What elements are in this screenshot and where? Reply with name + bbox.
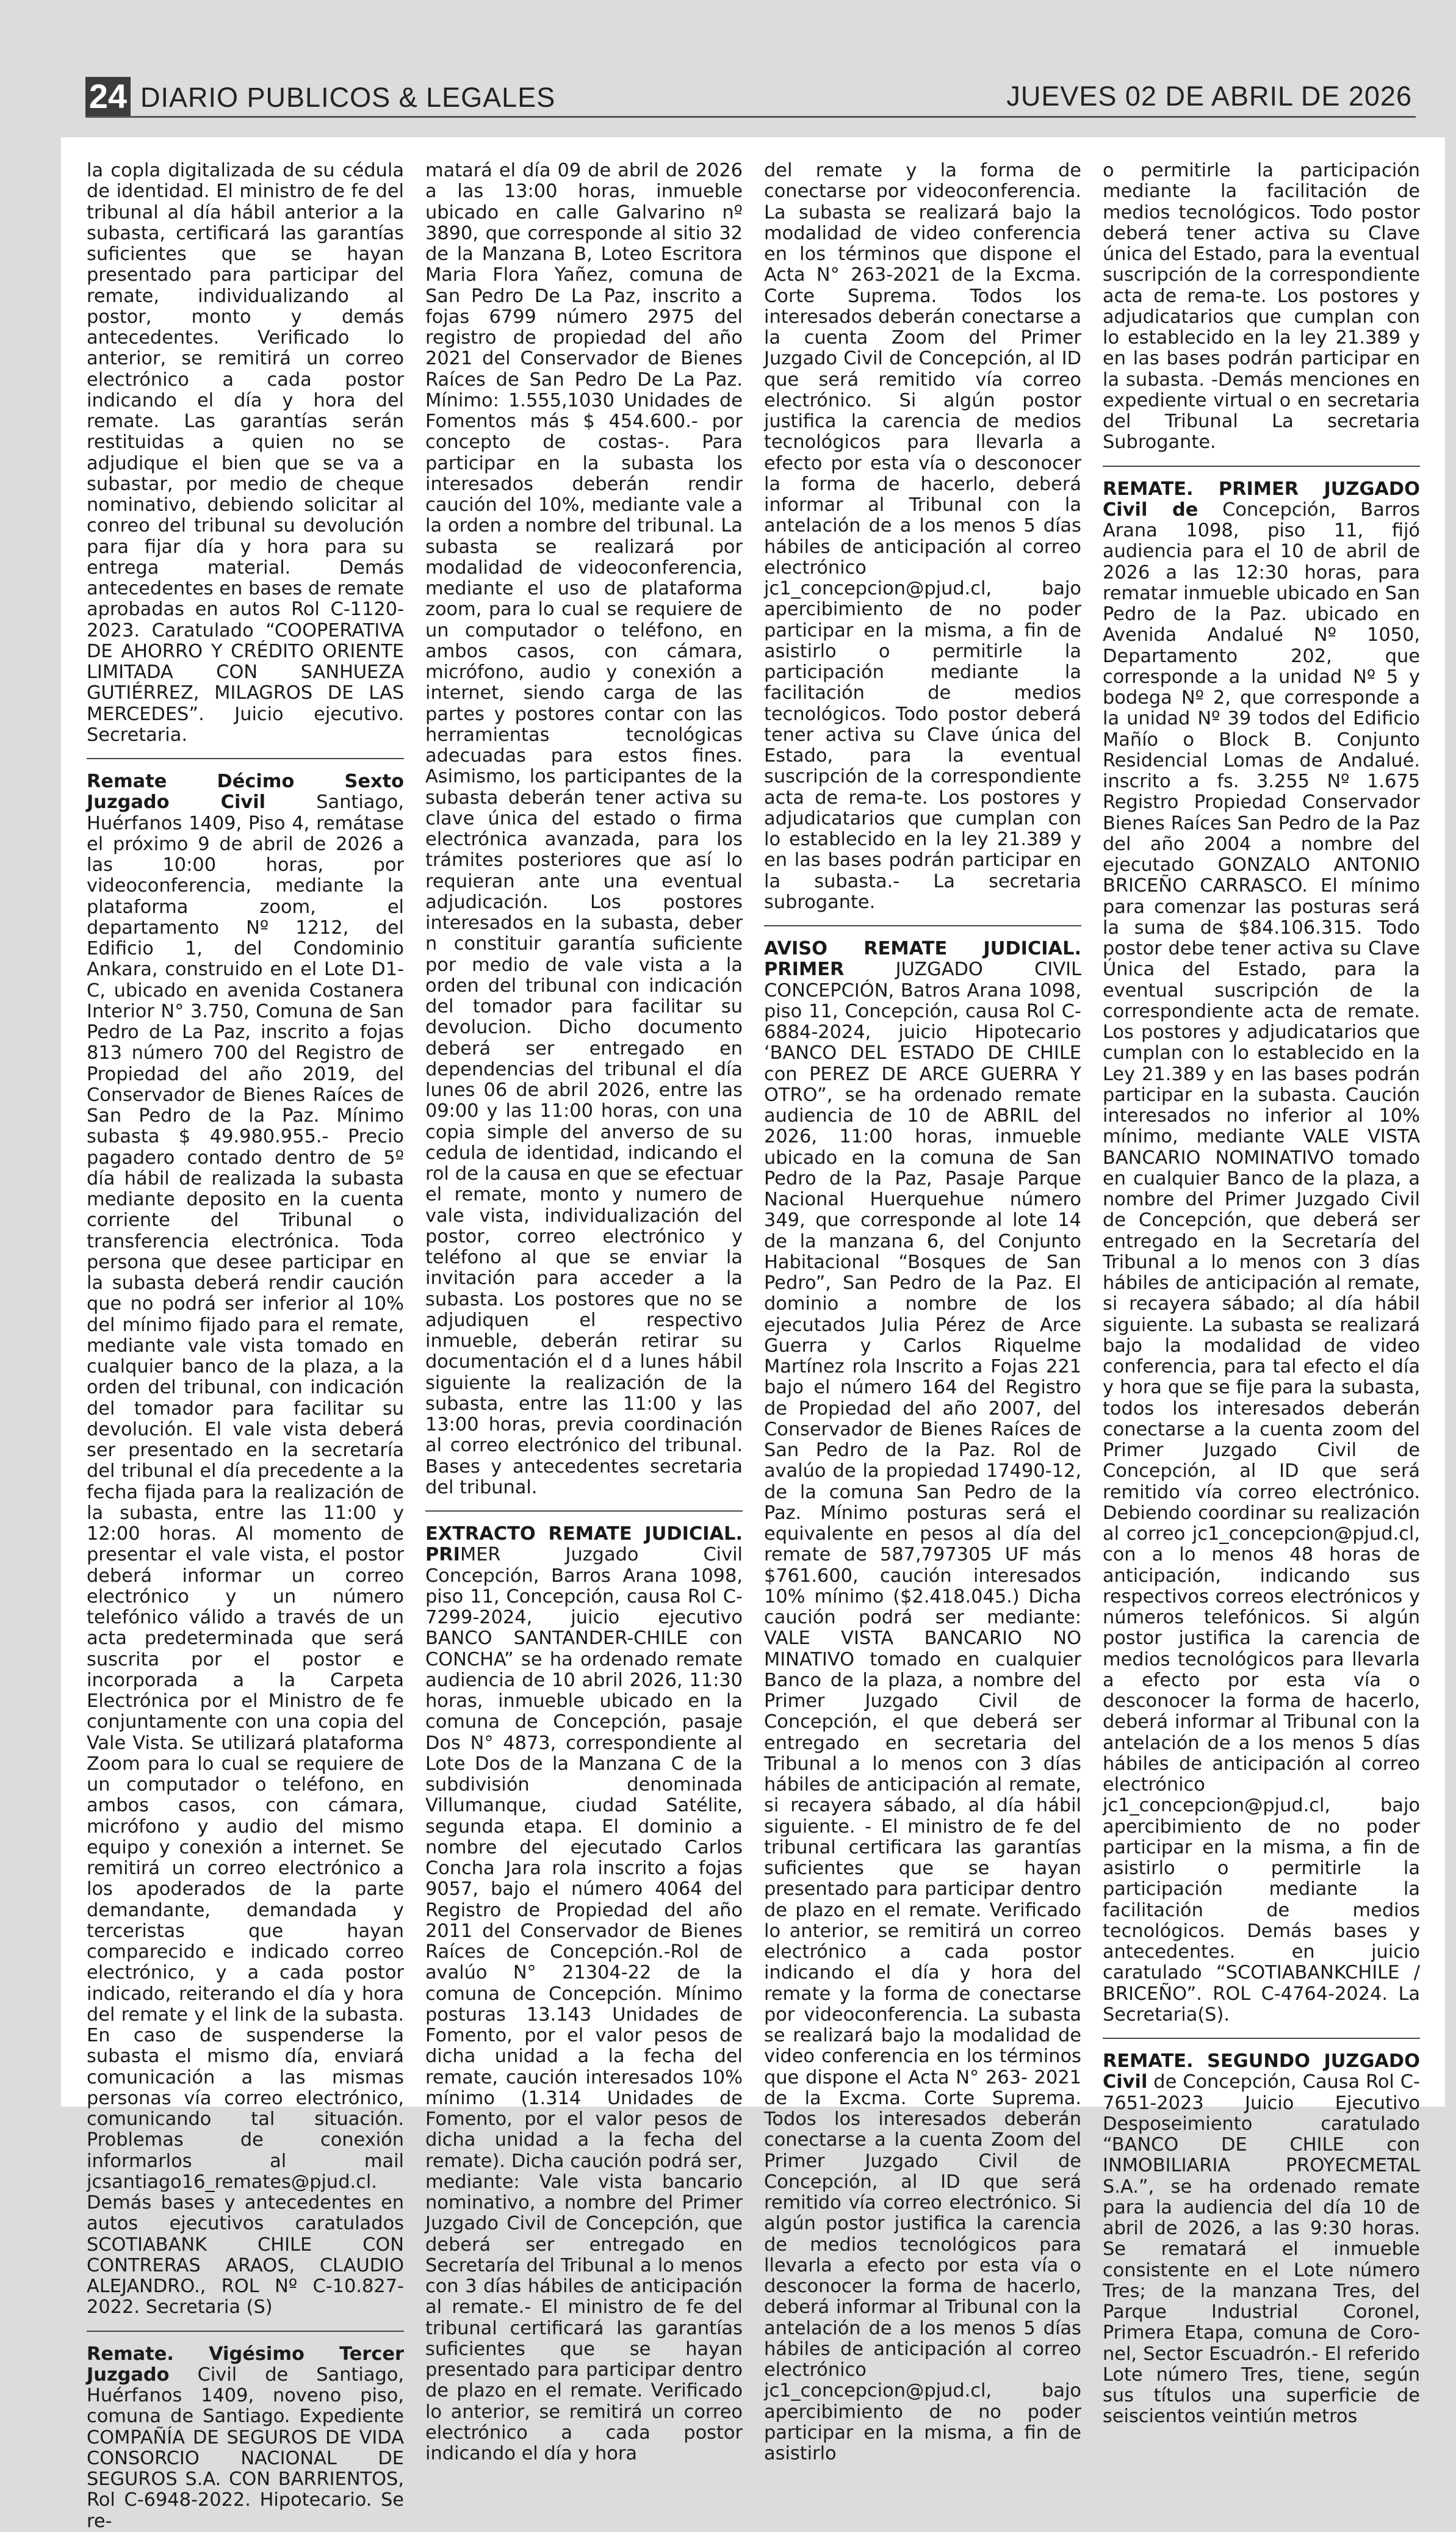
publication-date: JUEVES 02 DE ABRIL DE 2026 <box>1006 81 1412 112</box>
notice-body: JUZGADO CIVIL CONCEPCIÓN, Batros Arana 1098, piso 11, Concepción, causa Rol C- 6884-2024, juicio Hipotecario ‘BANCO DEL ESTADO DE CHILE con PEREZ DE ARCE GUERRA Y OTRO”, se ha ordenado remate audiencia de 10 de ABRIL del 2026, 11:00 horas, inmueble ubicado en la comuna de San Pedro de la Paz, Pasaje Parque Nacional Huerquehue número 349, que corresponde al lote 14 de la manzana 6, del Conjunto Habitacional “Bosques de San Pedro”, San Pedro de la Paz. El dominio a nombre de los ejecutados Julia Pérez de Arce Guerra y Carlos Riquelme Martínez rola Inscrito a Fojas 221 bajo el número 164 del Registro de Propiedad del año 2007, del Conservador de Bienes Raíces de San Pedro de la Paz. Rol de avalúo de la propiedad 17490-12, de la comuna San Pedro de la Paz. Mínimo posturas será el equivalente en pesos al día del remate de 587,797305 UF más $761.600, caución interesados 10% mínimo ($2.418.045.) Dicha caución podrá ser mediante: VALE VISTA BANCARIO NO MINATIVO tomado en cualquier Banco de la plaza, a nombre del Primer Juzgado Civil de Concepción, el que deberá ser entregado en secretaria del Tribunal a lo menos con 3 días hábiles de anticipación al remate, si recayera sábado, al día hábil siguiente. - El ministro de fe del tribunal certificara las garantías suficientes que se hayan presentado para participar dentro de plazo en el remate. Verificado lo anterior, se remitirá un correo electrónico a cada postor indicando el día y hora del remate y la forma de conectarse por videoconferencia. La subasta se realizará bajo la modalidad de video conferencia en los términos que dispone el Acta N° 263- 2021 de la Excma. Corte Suprema. Todos los interesados deberán conectarse a la cuenta Zoom del Primer Juzgado Civil de Concepción, al ID que será remitido vía correo electrónico. Si algún postor justifica la carencia de medios tecnológicos para llevarla a efecto por esta vía o desconocer la forma de hacerlo, deberá informar al Tribunal con la antelación de a los menos 5 días hábiles de anticipación al correo electrónico jc1_concepcion@pjud.cl, bajo apercibimiento de no poder participar en la misma, a fin de asistirlo <box>764 959 1081 2464</box>
notice-heading: AVISO REMATE JUDICIAL. PRIMER <box>764 938 1081 981</box>
notice-extracto-remate <box>425 1510 743 2464</box>
notice-body: Santiago, Huérfanos 1409, Piso 4, remátase el próximo 9 de abril de 2026 a las 10:00 horas, por videoconferencia, mediante la plataforma zoom, el departamento Nº 1212, del Edificio 1, del Condominio Ankara, construido en el Lote D1-C, ubicado en avenida Costanera Interior N° 3.750, Comuna de San Pedro de La Paz, inscrito a fojas 813 número 700 del Registro de Propiedad del año 2019, del Conservador de Bienes Raíces de San Pedro de la Paz. Mínimo subasta $ 49.980.955.- Precio pagadero contado dentro de 5º día hábil de realizada la subasta mediante deposito en la cuenta corriente del Tribunal o transferencia electrónica. Toda persona que desee participar en la subasta deberá rendir caución que no podrá ser inferior al 10% del mínimo fijado para el remate, mediante vale vista tomado en cualquier banco de la plaza, a la orden del tribunal, con indicación del tomador para facilitar su devolución. El vale vista deberá ser presentado en la secretaría del tribunal el día precedente a la fecha fijada para la realización de la subasta, entre las 11:00 y 12:00 horas. Al momento de presentar el vale vista, el postor deberá informar un correo electrónico y un número telefónico válido a través de un acta predeterminada que será suscrita por el postor e incorporada a la Carpeta Electrónica por el Ministro de fe conjuntamente con una copia del Vale Vista. Se utilizará plataforma Zoom para lo cual se requiere de un computador o teléfono, en ambos casos, con cámara, micrófono y audio del mismo equipo y conexión a internet. Se remitirá un correo electrónico a los apoderados de la parte demandante, demandada y terceristas que hayan comparecido e indicado correo electrónico, y a cada postor indicado, reiterando el día y hora del remate y el link de la subasta. En caso de suspenderse la subasta el mismo día, enviará comunicación a las mismas personas vía correo electrónico, comunicando tal situación. Problemas de conexión informarlos al mail jcsantiago16_remates@pjud.cl. Demás bases y antecedentes en autos ejecutivos caratulados SCOTIABANK CHILE CON CONTRERAS ARAOS, CLAUDIO ALEJANDRO., ROL Nº C-10.827-2022. Secretaria (S) <box>87 792 404 2318</box>
notice-remate-16-juzgado <box>87 758 404 2318</box>
column-4 <box>1103 160 1420 2428</box>
column-3 <box>764 160 1081 2464</box>
notice-heading: REMATE. PRIMER JUZGADO Civil de <box>1103 478 1420 521</box>
publication-name: DIARIO PUBLICOS & LEGALES <box>140 82 556 113</box>
page-header <box>85 74 1416 118</box>
notice-remate-segundo-juzgado <box>1103 2038 1420 2428</box>
notice-body: MER Juzgado Civil Concepción, Barros Arana 1098, piso 11, Concepción, causa Rol C-7299-2024, juicio ejecutivo BANCO SANTANDER-CHILE con CONCHA” se ha ordenado remate audiencia de 10 abril 2026, 11:30 horas, inmueble ubicado en la comuna de Concepción, pasaje Dos N° 4873, correspondiente al Lote Dos de la Manzana C de la subdivisión denominada Villumanque, ciudad Satélite, segunda etapa. El dominio a nombre del ejecutado Carlos Concha Jara rola inscrito a fojas 9057, bajo el número 4064 del Registro de Propiedad del año 2011 del Conservador de Bienes Raíces de Concepción.-Rol de avalúo N° 21304-22 de la comuna de Concepción. Mínimo posturas 13.143 Unidades de Fomento, por el valor pesos de dicha unidad a la fecha del remate, caución interesados 10% mínimo (1.314 Unidades de Fomento, por el valor pesos de dicha unidad a la fecha del remate). Dicha caución podrá ser, mediante: Vale vista bancario nominativo, a nombre del Primer Juzgado Civil de Concepción, que deberá ser entregado en Secretaría del Tribunal a lo menos con 3 días hábiles de anticipación al remate.- El ministro de fe del tribunal certificará las garantías suficientes que se hayan presentado para participar dentro de plazo en el remate. Verificado lo anterior, se remitirá un correo electrónico a cada postor indicando el día y hora <box>425 1544 743 2464</box>
notice-body: o permitirle la participación mediante la facilitación de medios tecnológicos. Todo postor deberá tener activa su Clave única del Estado, para la eventual suscripción de la correspondiente acta de rema-te. Los postores y adjudicatarios que cumplan con lo establecido en la ley 21.389 y en las bases podrán participar en la subasta. -Demás menciones en expediente virtual o en secretaria del Tribunal La secretaria Subrogante. <box>1103 160 1420 453</box>
notice-continuation <box>87 161 404 746</box>
notice-heading: Remate. Vigésimo Tercer Juzgado <box>87 2343 404 2386</box>
notice-body: Concepción, Barros Arana 1098, piso 11, fijó audiencia para el 10 de abril de 2026 a las 12:30 horas, para rematar inmueble ubicado en San Pedro de la Paz. ubicado en Avenida Andalué Nº 1050, Departamento 202, que corresponde a la unidad Nº 5 y bodega Nº 2, que corresponde a la unidad Nº 39 todos del Edificio Mañío o Block B. Conjunto Residencial Lomas de Andalué. inscrito a fs. 3.255 Nº 1.675 Registro Propiedad Conservador Bienes Raíces San Pedro de la Paz del año 2004 a nombre del ejecutado GONZALO ANTONIO BRICEÑO CARRASCO. El mínimo para comenzar las posturas será la suma de $84.106.315. Todo postor debe tener activa su Clave Única del Estado, para la eventual suscripción de la correspondiente acta de remate. Los postores y adjudicatarios que cumplan con lo establecido en la Ley 21.389 y en las bases podrán participar en la subasta. Caución interesados no inferior al 10% mínimo, mediante VALE VISTA BANCARIO NOMINATIVO tomado en cualquier Banco de la plaza, a nombre del Primer Juzgado Civil de Concepción, que deberá ser entregado en la Secretaría del Tribunal a lo menos con 3 días hábiles de anticipación al remate, si recayera sábado; al día hábil siguiente. La subasta se realizará bajo la modalidad de video conferencia, para tal efecto el día y hora que se fije para la subasta, todos los interesados deberán conectarse a la cuenta zoom del Primer Juzgado Civil de Concepción, al ID que será remitido vía correo electrónico. Debiendo coordinar su realización al correo jc1_concepcion@pjud.cl, con a lo menos 48 horas de anticipación, indicando sus respectivos correos electrónicos y números telefónicos. Si algún postor justifica la carencia de medios tecnológicos para llevarla a efecto por esta vía o desconocer la forma de hacerlo, deberá informar al Tribunal con la antelación de a los menos 5 días hábiles de anticipación al correo electrónico jc1_concepcion@pjud.cl, bajo apercibimiento de no poder participar en la misma, a fin de asistirlo o permitirle la participación mediante la facilitación de medios tecnológicos. Demás bases y antecedentes. en juicio caratulado “SCOTIABANKCHILE / BRICEÑO”. ROL C-4764-2024. La Secretaria(S). <box>1103 499 1420 2025</box>
notice-body: de Concepción, Causa Rol C-7651-2023 Juicio Ejecutivo Desposeimiento caratulado “BANCO DE CHILE con INMOBILIARIA PROYECMETAL S.A.”, se ha ordenado remate para la audiencia del día 10 de abril de 2026, a las 9:30 horas. Se rematará el inmueble consistente en el Lote número Tres; de la manzana Tres, del Parque Industrial Coronel, Primera Etapa, comuna de Coro-nel, Sector Escuadrón.- El referido Lote número Tres, tiene, según sus títulos una superficie de seiscientos veintiún metros <box>1103 2071 1420 2428</box>
notice-heading: Remate Décimo Sexto Juzgado Civil <box>87 771 404 813</box>
notice-continuation <box>1103 161 1420 453</box>
notice-remate-primer-juzgado <box>1103 466 1420 2026</box>
column-2 <box>425 160 743 2464</box>
notice-continuation <box>764 161 1081 913</box>
notice-heading: REMATE. SEGUNDO JUZGADO Civil <box>1103 2050 1420 2093</box>
notice-body: matará el día 09 de abril de 2026 a las 13:00 horas, inmueble ubicado en calle Galvarino nº 3890, que corresponde al sitio 32 de la Manzana B, Loteo Escritora Maria Flora Yañez, comuna de San Pedro De La Paz, inscrito a fojas 6799 número 2975 del registro de propiedad del año 2021 del Conservador de Bienes Raíces de San Pedro De La Paz. Mínimo: 1.555,1030 Unidades de Fomentos más $ 454.600.- por concepto de costas-. Para participar en la subasta los interesados deberán rendir caución del 10%, mediante vale a la orden a nombre del tribunal. La subasta se realizará por modalidad de videoconferencia, mediante el uso de plataforma zoom, para lo cual se requiere de un computador o teléfono, en ambos casos, con cámara, micrófono, audio y conexión a internet, siendo carga de las partes y postores contar con las herramientas tecnológicas adecuadas para estos fines. Asimismo, los participantes de la subasta deberán tener activa su clave única del estado o firma electrónica avanzada, para los trámites posteriores que así lo requieran ante una eventual adjudicación. Los postores interesados en la subasta, deber n constituir garantía suficiente por medio de vale vista a la orden del tribunal con indicación del tomador para facilitar su devolucion. Dicho documento deberá ser entregado en dependencias del tribunal el día lunes 06 de abril 2026, entre las 09:00 y las 11:00 horas, con una copia simple del anverso de su cedula de identidad, indicando el rol de la causa en que se efectuar el remate, monto y numero de vale vista, individualización del postor, correo electrónico y teléfono al que se enviar la invitación para acceder a la subasta. Los postores que no se adjudiquen el respectivo inmueble, deberán retirar su documentación el d a lunes hábil siguiente la realización de la subasta, entre las 11:00 y las 13:00 horas, previa coordinación al correo electrónico del tribunal. Bases y antecedentes secretaria del tribunal. <box>425 160 743 1498</box>
column-1 <box>87 160 404 2532</box>
notice-heading: EXTRACTO REMATE JUDICIAL. PRI <box>425 1523 743 1566</box>
page-number: 24 <box>85 77 131 116</box>
notice-aviso-remate <box>764 925 1081 2464</box>
notice-continuation <box>425 161 743 1498</box>
notice-remate-23-juzgado <box>87 2331 404 2532</box>
notice-body: la copla digitalizada de su cédula de identidad. El ministro de fe del tribunal al día hábil anterior a la subasta, certificará las garantías suficientes que se hayan presentado para participar del remate, individualizando al postor, monto y demás antecedentes. Verificado lo anterior, se remitirá un correo electrónico a cada postor indicando el día y hora del remate. Las garantías serán restituidas a quien no se adjudique el bien que se va a subastar, por medio de cheque nominativo, debiendo solicitar al conreo del tribunal su devolución para fijar día y hora para su entrega material. Demás antecedentes en bases de remate aprobadas en autos Rol C-1120-2023. Caratulado “COOPERATIVA DE AHORRO Y CRÉDITO ORIENTE LIMITADA CON SANHUEZA GUTIÉRREZ, MILAGROS DE LAS MERCEDES”. Juicio ejecutivo. Secretaria. <box>87 160 404 746</box>
notice-body: del remate y la forma de conectarse por videoconferencia. La subasta se realizará bajo la modalidad de video conferencia en los términos que dispone el Acta N° 263-2021 de la Excma. Corte Suprema. Todos los interesados deberán conectarse a la cuenta Zoom del Primer Juzgado Civil de Concepción, al ID que será remitido vía correo electrónico. Si algún postor justifica la carencia de medios tecnológicos para llevarla a efecto por esta vía o desconocer la forma de hacerlo, deberá informar al Tribunal con la antelación de a los menos 5 días hábiles de anticipación al correo electrónico jc1_concepcion@pjud.cl, bajo apercibimiento de no poder participar en la misma, a fin de asistirlo o permitirle la participación mediante la facilitación de medios tecnológicos. Todo postor deberá tener activa su Clave única del Estado, para la eventual suscripción de la correspondiente acta de rema-te. Los postores y adjudicatarios que cumplan con lo establecido en la ley 21.389 y en las bases podrán participar en la subasta.- La secretaria subrogante. <box>764 160 1081 913</box>
notice-body: Civil de Santiago, Huérfanos 1409, noveno piso, comuna de Santiago. Expediente COMPAÑÍA DE SEGUROS DE VIDA CONSORCIO NACIONAL DE SEGUROS S.A. CON BARRIENTOS, Rol C-6948-2022. Hipotecario. Se re- <box>87 2364 404 2532</box>
